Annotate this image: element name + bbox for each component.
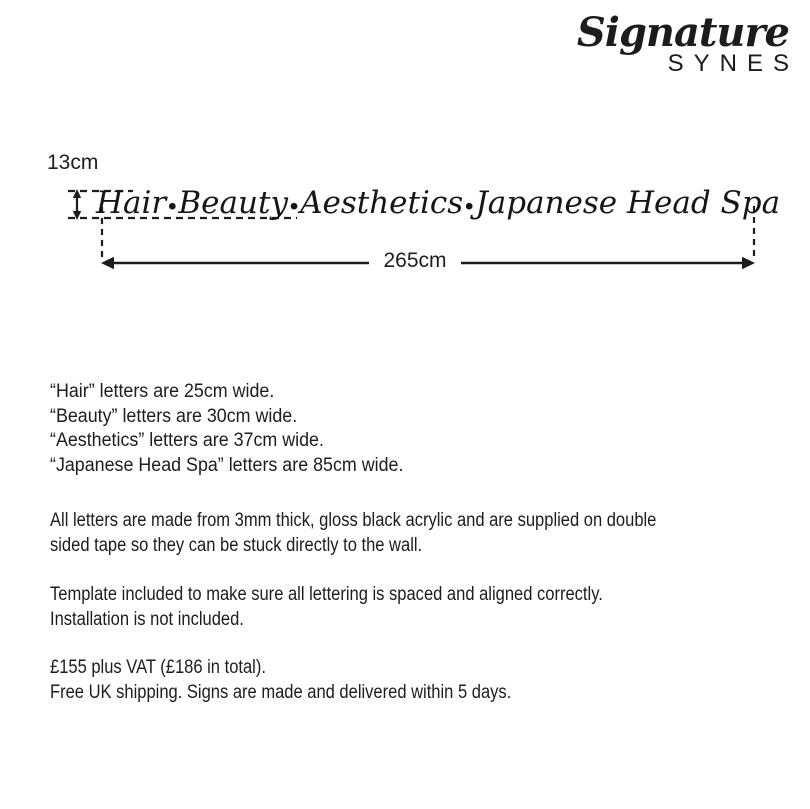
shipping-line: Free UK shipping. Signs are made and delivered within 5 days. [50, 682, 512, 703]
material-paragraph [50, 508, 694, 558]
brand-name-caps: SYNES [667, 50, 799, 77]
material-line-1: All letters are made from 3mm thick, gloss black acrylic and are supplied on double [50, 510, 657, 531]
bullet-separator: • [463, 196, 476, 218]
material-line-2: sided tape so they can be stuck directly to the wall. [50, 535, 423, 556]
height-arrow-down-head [73, 211, 81, 220]
bullet-separator: • [287, 196, 301, 218]
width-arrow-left-head [101, 257, 114, 269]
sign-word-beauty: Beauty [178, 185, 288, 221]
sign-lettering [96, 185, 781, 221]
width-arrow-right-head [742, 257, 755, 269]
width-line-hair: “Hair” letters are 25cm wide. [50, 381, 275, 402]
bullet-separator: • [166, 196, 179, 218]
height-arrow-up-head [73, 189, 81, 198]
height-dimension-label: 13cm [47, 151, 99, 174]
sign-word-aesthetics: Aesthetics [300, 185, 464, 221]
sign-word-japanese-head-spa: Japanese Head Spa [475, 185, 781, 221]
price-line: £155 plus VAT (£186 in total). [50, 657, 266, 678]
width-line-beauty: “Beauty” letters are 30cm wide. [50, 405, 298, 427]
width-line-aesthetics: “Aesthetics” letters are 37cm wide. [50, 430, 324, 451]
pricing-paragraph [50, 655, 694, 705]
template-line-1: Template included to make sure all lettering is spaced and aligned correctly. [50, 584, 603, 605]
letter-widths-paragraph [50, 380, 746, 478]
template-line-2: Installation is not included. [50, 609, 244, 630]
sign-word-hair: Hair [96, 185, 167, 221]
brand-name-script: Signature [576, 9, 789, 56]
brand-logo [576, 9, 799, 78]
template-paragraph [50, 582, 694, 632]
width-dimension-label: 265cm [383, 249, 447, 272]
width-line-japanese: “Japanese Head Spa” letters are 85cm wide. [50, 454, 404, 476]
description-text [50, 380, 790, 705]
